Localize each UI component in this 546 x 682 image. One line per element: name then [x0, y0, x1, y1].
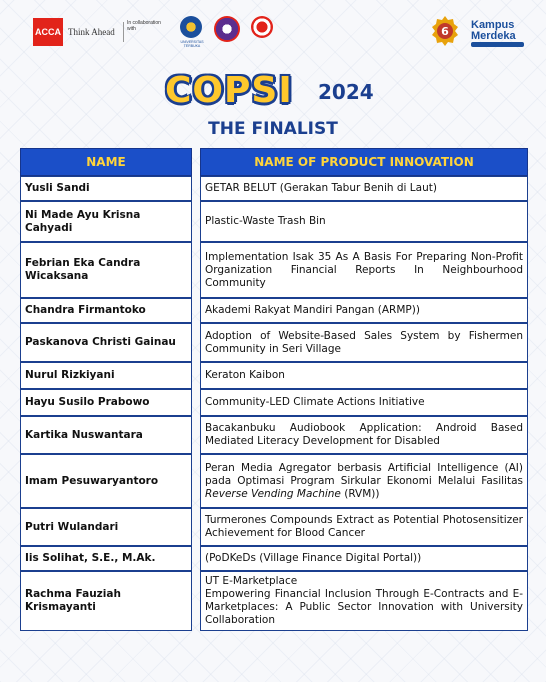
product-name [200, 454, 528, 508]
product-name: (PoDKeDs (Village Finance Digital Portal)) [200, 546, 528, 571]
product-name: Adoption of Website-Based Sales System by Fishermen Community in Seri Village [200, 323, 528, 362]
product-tail: (RVM)) [340, 487, 380, 500]
product-name: Plastic-Waste Trash Bin [200, 201, 528, 242]
product-line1: UT E-Marketplace [205, 575, 298, 587]
table-row [20, 571, 528, 631]
product-name [200, 571, 528, 631]
finalist-name: Kartika Nuswantara [20, 416, 192, 454]
table-header-row [20, 148, 528, 176]
product-text: Empowering Financial Inclusion Through E-Contracts and E-Marketplaces: A Public Sector Innovation with University Collaboration [205, 588, 523, 626]
table-row [20, 362, 528, 389]
finalist-name: Chandra Firmantoko [20, 298, 192, 323]
finalist-name: Nurul Rizkiyani [20, 362, 192, 389]
collab-text: In collaboration with [127, 20, 161, 32]
table-row [20, 454, 528, 508]
kampus-merdeka-logo [471, 20, 516, 42]
finalist-table [20, 148, 528, 631]
col-header-name: NAME [20, 148, 192, 176]
product-name: Community-LED Climate Actions Initiative [200, 389, 528, 416]
finalist-name: Febrian Eka Candra Wicaksana [20, 242, 192, 298]
col-header-product: NAME OF PRODUCT INNOVATION [200, 148, 528, 176]
event-title: COPSI [165, 70, 293, 111]
table-row [20, 323, 528, 362]
event-year: 2024 [318, 80, 374, 104]
table-row [20, 546, 528, 571]
table-row [20, 242, 528, 298]
partner-logo-icon [214, 16, 240, 42]
anniversary-badge-icon [432, 16, 458, 46]
ut-logo-icon [180, 16, 202, 38]
page-subtitle: THE FINALIST [208, 119, 338, 139]
divider [123, 22, 124, 42]
table-row [20, 416, 528, 454]
table-row [20, 389, 528, 416]
product-name: GETAR BELUT (Gerakan Tabur Benih di Laut) [200, 176, 528, 201]
finalist-name: Hayu Susilo Prabowo [20, 389, 192, 416]
product-name: Bacakanbuku Audiobook Application: Android Based Mediated Literacy Development for Disabled [200, 416, 528, 454]
product-name: Implementation Isak 35 As A Basis For Preparing Non-Profit Organization Financial Reports In Neighbourhood Community [200, 242, 528, 298]
km-underline [471, 42, 524, 47]
product-italic: Reverse Vending Machine [205, 487, 341, 500]
header-logos [0, 0, 546, 60]
table-row [20, 201, 528, 242]
tagline: Think Ahead [68, 27, 115, 37]
finalist-name: Paskanova Christi Gainau [20, 323, 192, 362]
finalist-name: Imam Pesuwaryantoro [20, 454, 192, 508]
ut-logo-caption: UNIVERSITAS TERBUKA [180, 40, 204, 48]
product-text: Peran Media Agregator berbasis Artificial Intelligence (AI) pada Optimasi Program Sirkular Ekonomi Melalui Fasilitas [205, 461, 523, 487]
product-name: Keraton Kaibon [200, 362, 528, 389]
product-name: Akademi Rakyat Mandiri Pangan (ARMP)) [200, 298, 528, 323]
partner-logo-2-icon [251, 16, 273, 38]
finalist-name: Yusli Sandi [20, 176, 192, 201]
acca-logo: ACCA [33, 18, 63, 46]
finalist-name: Ni Made Ayu Krisna Cahyadi [20, 201, 192, 242]
product-name: Turmerones Compounds Extract as Potential Photosensitizer Achievement for Blood Cancer [200, 508, 528, 546]
finalist-name: Iis Solihat, S.E., M.Ak. [20, 546, 192, 571]
finalist-name: Putri Wulandari [20, 508, 192, 546]
km-line1: Kampus [471, 19, 515, 31]
finalist-name: Rachma Fauziah Krismayanti [20, 571, 192, 631]
table-row [20, 298, 528, 323]
table-row [20, 508, 528, 546]
badge-number: 6 [441, 25, 449, 38]
table-row [20, 176, 528, 201]
km-line2: Merdeka [471, 30, 516, 42]
